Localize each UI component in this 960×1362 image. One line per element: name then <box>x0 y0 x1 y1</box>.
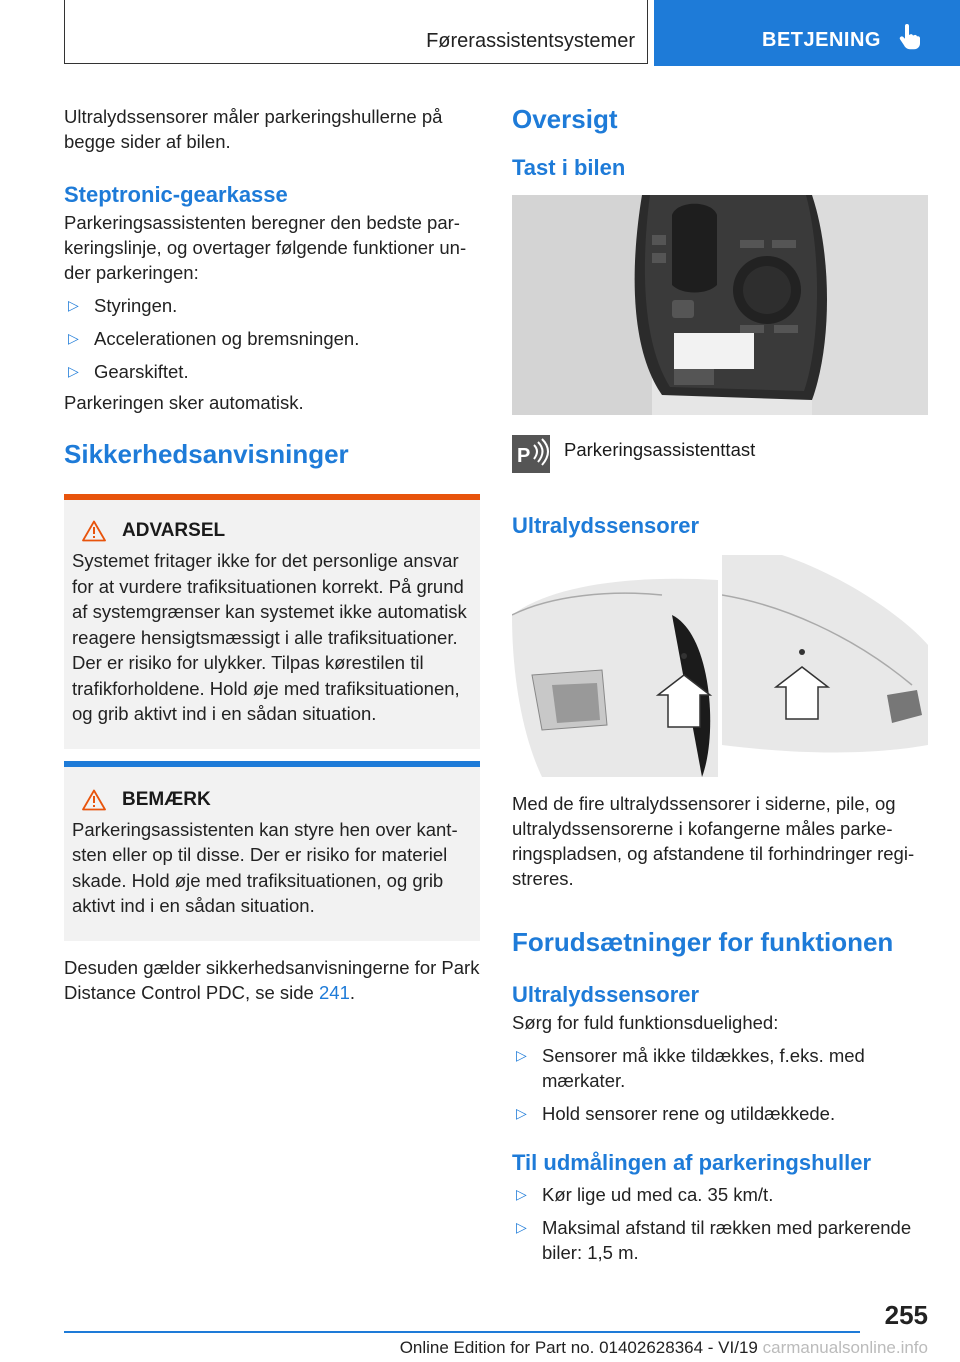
rear-bumper-photo <box>722 555 928 777</box>
steptronic-paragraph: Parkeringsassistenten beregner den bedste parkeringslinje, og overtager følgende funktioner under parkeringen: <box>64 212 467 283</box>
hand-pointer-icon <box>899 24 921 56</box>
header-section-box <box>64 0 648 64</box>
sensors-paragraph: Med de fire ultralydssensorer i siderne, pile, og ultralydssensorerne i kofangerne måles parkeringspladsen, og afstandene til forhindringer registreres. <box>512 793 915 889</box>
list-item: ▷ Accelerationen og bremsningen. <box>68 328 360 349</box>
bullet-triangle-icon: ▷ <box>68 330 79 346</box>
footer-divider <box>64 1331 860 1333</box>
warning-box <box>64 494 480 749</box>
bullet-triangle-icon: ▷ <box>516 1105 527 1121</box>
button-caption: Parkeringsassistenttast <box>564 439 756 460</box>
sensors-heading: Ultralydssensorer <box>512 513 700 538</box>
front-bumper-photo <box>512 555 718 777</box>
right-column <box>512 104 928 1273</box>
prerequisites-list <box>512 1043 928 1126</box>
safety-heading: Sikkerhedsanvisninger <box>64 439 349 469</box>
note-box <box>64 761 480 941</box>
warning-title: ADVARSEL <box>122 520 226 541</box>
bullet-triangle-icon: ▷ <box>516 1047 527 1063</box>
center-console-photo <box>512 195 928 415</box>
buttons-heading: Tast i bilen <box>512 155 626 180</box>
edition-text: Online Edition for Part no. 01402628364 - VI/19 <box>399 1338 758 1357</box>
bullet-triangle-icon: ▷ <box>516 1186 527 1202</box>
prerequisites-heading: Forudsætninger for funktionen <box>512 927 894 957</box>
prerequisites-subheading: Ultralydssensorer <box>512 982 700 1007</box>
measuring-list <box>512 1182 928 1265</box>
steptronic-list <box>64 293 480 384</box>
list-item: ▷ Hold sensorer rene og utildækkede. <box>516 1103 836 1124</box>
page-reference-link[interactable]: 241 <box>319 981 350 1003</box>
note-title: BEMÆRK <box>122 788 211 810</box>
notice-triangle-icon <box>82 789 106 811</box>
sensor-photos <box>512 555 928 777</box>
svg-text:P: P <box>517 445 531 467</box>
bullet-triangle-icon: ▷ <box>516 1219 527 1235</box>
list-item: ▷ Kør lige ud med ca. 35 km/t. <box>516 1184 774 1205</box>
intro-paragraph: Ultralydssensorer måler parkeringshullerne på begge sider af bilen. <box>64 106 443 152</box>
parking-assistant-icon <box>512 435 550 473</box>
warning-title-row <box>82 520 472 542</box>
list-item: ▷ Maksimal afstand til rækken med parkerende biler: 1,5 m. <box>516 1217 912 1263</box>
note-title-row <box>82 789 472 811</box>
bullet-triangle-icon: ▷ <box>68 363 79 379</box>
button-caption-row <box>512 435 928 473</box>
overview-heading: Oversigt <box>512 104 618 134</box>
warning-triangle-icon <box>82 520 106 542</box>
steptronic-heading: Steptronic-gearkasse <box>64 182 288 207</box>
bullet-triangle-icon: ▷ <box>68 297 79 313</box>
watermark: carmanualsonline.info <box>762 1338 928 1357</box>
footer-text <box>64 1338 928 1358</box>
left-column <box>64 104 480 1005</box>
page-number: 255 <box>884 1300 928 1330</box>
steptronic-after: Parkeringen sker automatisk. <box>64 392 304 413</box>
header-section-title: Førerassistentsystemer <box>426 30 635 52</box>
list-item: ▷ Sensorer må ikke tildækkes, f.eks. med mærkater. <box>516 1045 865 1091</box>
note-text: Parkeringsassistenten kan styre hen over kantsten eller op til disse. Der er risiko for materiel skade. Hold øje med trafiksituationen, og grib aktivt ind i en sådan situation. <box>72 818 458 916</box>
header-chapter-tab[interactable] <box>654 0 960 66</box>
header-chapter-label: BETJENING <box>762 28 881 51</box>
outro-paragraph: Desuden gælder sikkerhedsanvisningerne for Park Distance Control PDC, se side 241. <box>64 956 480 1003</box>
warning-text: Systemet fritager ikke for det personlige ansvar for at vurdere trafiksituationen korrekt. På grund af systemgrænser kan systemet ikke automatisk reagere hensigtsmæssigt i alle trafiksituationer. Der er risiko for ulykker. Tilpas kørestilen til trafikforholdene. Hold øje med trafiksituationen, og grib aktivt ind i en sådan situation. <box>72 550 467 724</box>
list-item: ▷ Styringen. <box>68 295 178 316</box>
prerequisites-paragraph: Sørg for fuld funktionsduelighed: <box>512 1012 779 1033</box>
measuring-heading: Til udmålingen af parkeringshuller <box>512 1150 872 1175</box>
list-item: ▷ Gearskiftet. <box>68 361 189 382</box>
